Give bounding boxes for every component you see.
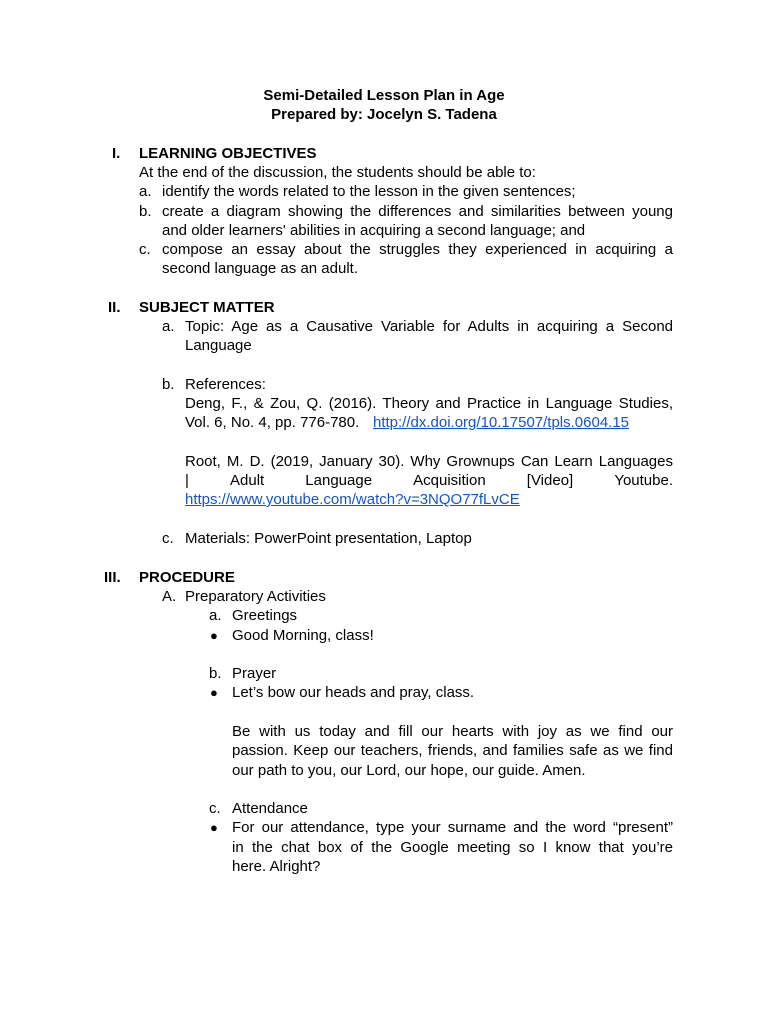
- references-label: References:: [185, 376, 266, 393]
- section-numeral: I.: [112, 145, 121, 162]
- bullet-icon: ●: [210, 628, 218, 643]
- bullet-icon: ●: [210, 685, 218, 700]
- bullet-icon: ●: [210, 820, 218, 835]
- reference-1-continued: Vol. 6, No. 4, pp. 776-780.: [185, 414, 360, 431]
- greetings-heading: Greetings: [232, 607, 298, 624]
- reference-1: Deng, F., & Zou, Q. (2016). Theory and Practice in Language Studies,: [185, 395, 673, 412]
- reference-2-continued: [185, 471, 673, 490]
- attendance-text: here. Alright?: [232, 858, 321, 875]
- reference-2-link[interactable]: https://www.youtube.com/watch?v=3NQO77fLvCE: [185, 491, 520, 508]
- document-title: Semi-Detailed Lesson Plan in Age: [263, 87, 505, 104]
- list-marker: a.: [162, 318, 175, 335]
- reference-word: Adult: [230, 472, 265, 489]
- section-heading-procedure: PROCEDURE: [139, 569, 235, 586]
- objective-item: create a diagram showing the differences and similarities between young: [162, 203, 673, 220]
- section-heading-objectives: LEARNING OBJECTIVES: [139, 145, 317, 162]
- reference-word: Youtube.: [614, 472, 673, 489]
- prayer-heading: Prayer: [232, 665, 277, 682]
- list-marker: b.: [162, 376, 175, 393]
- list-marker: b.: [209, 665, 222, 682]
- reference-2: Root, M. D. (2019, January 30). Why Grownups Can Learn Languages: [185, 453, 673, 470]
- section-heading-subject-matter: SUBJECT MATTER: [139, 299, 275, 316]
- list-marker: b.: [139, 203, 152, 220]
- document-author: Prepared by: Jocelyn S. Tadena: [271, 106, 497, 123]
- attendance-text: in the chat box of the Google meeting so I know that you’re: [232, 839, 673, 856]
- section-numeral: II.: [108, 299, 121, 316]
- list-marker: c.: [162, 530, 174, 547]
- topic-text: Topic: Age as a Causative Variable for Adults in acquiring a Second: [185, 318, 673, 335]
- greetings-text: Good Morning, class!: [232, 627, 374, 644]
- objective-item: identify the words related to the lesson in the given sentences;: [162, 183, 576, 200]
- reference-word: Language: [305, 472, 373, 489]
- objective-item-continued: second language as an adult.: [162, 260, 358, 277]
- reference-word: Acquisition: [413, 472, 486, 489]
- materials-text: Materials: PowerPoint presentation, Laptop: [185, 530, 472, 547]
- reference-1-link[interactable]: http://dx.doi.org/10.17507/tpls.0604.15: [373, 414, 630, 431]
- subsection-heading: Preparatory Activities: [185, 588, 326, 605]
- list-marker: a.: [139, 183, 152, 200]
- attendance-text: For our attendance, type your surname and the word “present”: [232, 819, 673, 836]
- topic-text-continued: Language: [185, 337, 252, 354]
- reference-word: |: [185, 472, 189, 489]
- prayer-text: Be with us today and fill our hearts with joy as we find our: [232, 723, 673, 740]
- prayer-text: passion. Keep our teachers, friends, and families safe as we find: [232, 742, 673, 759]
- section-numeral: III.: [104, 569, 121, 586]
- prayer-text: our path to you, our Lord, our hope, our guide. Amen.: [232, 762, 586, 779]
- list-marker: c.: [209, 800, 221, 817]
- list-marker: A.: [162, 588, 177, 605]
- objectives-intro: At the end of the discussion, the students should be able to:: [139, 164, 536, 181]
- objective-item-continued: and older learners' abilities in acquiring a second language; and: [162, 222, 586, 239]
- list-marker: a.: [209, 607, 222, 624]
- objective-item: compose an essay about the struggles they experienced in acquiring a: [162, 241, 673, 258]
- reference-word: [Video]: [526, 472, 574, 489]
- attendance-heading: Attendance: [232, 800, 308, 817]
- list-marker: c.: [139, 241, 151, 258]
- prayer-intro: Let’s bow our heads and pray, class.: [232, 684, 475, 701]
